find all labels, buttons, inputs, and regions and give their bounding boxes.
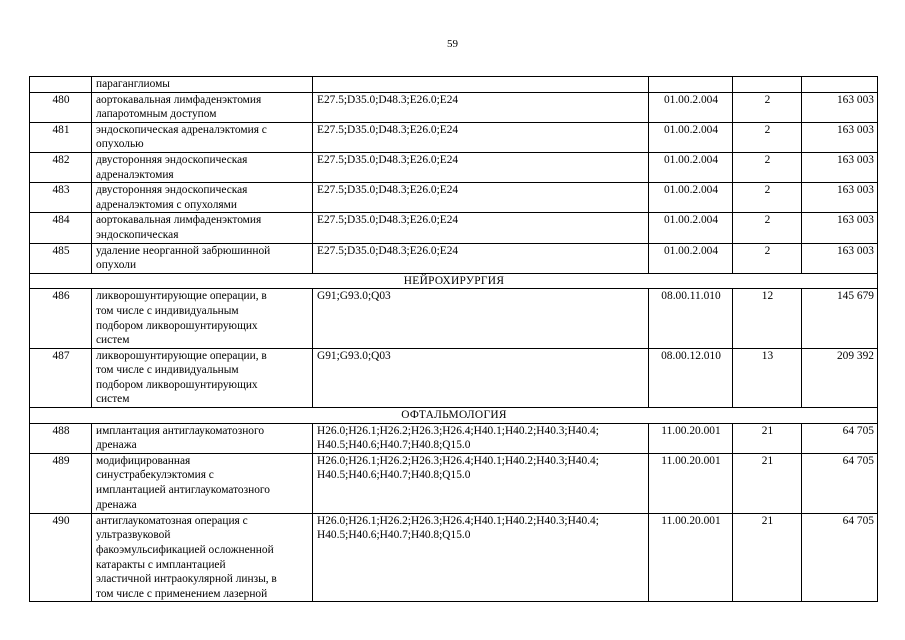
cost-value: 64 705 [802,423,878,453]
cost-value: 163 003 [802,92,878,122]
group-number [733,77,802,93]
diagnosis-codes [313,423,649,453]
diagnosis-codes [313,183,649,213]
method-code: 08.00.12.010 [649,348,733,407]
diagnosis-codes [313,152,649,182]
table-row [30,183,878,213]
row-number: 485 [30,243,92,273]
treatment-name-line: удаление неорганной забрюшинной [96,244,271,257]
group-number: 13 [733,348,802,407]
treatment-name-line: том числе с применением лазерной [96,587,268,600]
table-row [30,423,878,453]
treatment-name [92,348,313,407]
method-code [649,77,733,93]
diagnosis-codes [313,213,649,243]
treatment-name [92,289,313,348]
row-number: 489 [30,453,92,513]
treatment-name [92,183,313,213]
treatment-name-line: подбором ликворошунтирующих [96,319,258,332]
row-number: 484 [30,213,92,243]
method-code: 01.00.2.004 [649,152,733,182]
group-number: 12 [733,289,802,348]
treatment-name-line: имплантация антиглаукоматозного [96,424,265,437]
table-row [30,92,878,122]
row-number: 480 [30,92,92,122]
group-number: 2 [733,92,802,122]
method-code: 01.00.2.004 [649,243,733,273]
diagnosis-codes-line: E27.5;D35.0;D48.3;E26.0;E24 [317,123,459,136]
treatment-name-line: модифицированная [96,454,191,467]
table-row [30,348,878,407]
group-number: 2 [733,213,802,243]
diagnosis-codes [313,92,649,122]
row-number: 487 [30,348,92,407]
page-number: 59 [447,38,458,50]
row-number [30,77,92,93]
section-title: НЕЙРОХИРУРГИЯ [30,273,878,289]
table-row [30,289,878,348]
treatment-name [92,92,313,122]
treatment-name-line: аортокавальная лимфаденэктомия [96,214,262,227]
table-row [30,243,878,273]
treatment-name-line: имплантацией антиглаукоматозного [96,484,270,497]
treatment-name-line: дренажа [96,498,137,511]
treatment-name-line: дренажа [96,439,137,452]
diagnosis-codes-line: G91;G93.0;Q03 [317,349,391,362]
table-row [30,453,878,513]
treatment-name-line: систем [96,334,130,347]
treatment-name-line: том числе с индивидуальным [96,364,239,377]
method-code: 01.00.2.004 [649,183,733,213]
treatment-name-line: подбором ликворошунтирующих [96,378,258,391]
group-number: 2 [733,183,802,213]
method-code: 01.00.2.004 [649,213,733,243]
method-code: 11.00.20.001 [649,423,733,453]
method-code: 01.00.2.004 [649,122,733,152]
treatment-name-line: систем [96,393,130,406]
treatment-name-line: двусторонняя эндоскопическая [96,153,248,166]
treatment-name [92,243,313,273]
diagnosis-codes-line: E27.5;D35.0;D48.3;E26.0;E24 [317,153,459,166]
row-number: 488 [30,423,92,453]
diagnosis-codes-line: H40.5;H40.6;H40.7;H40.8;Q15.0 [317,529,471,542]
treatment-name-line: эндоскопическая адреналэктомия с [96,123,267,136]
treatment-name [92,513,313,602]
treatment-name [92,423,313,453]
diagnosis-codes [313,453,649,513]
treatment-name-line: факоэмульсификацией осложненной [96,544,274,557]
diagnosis-codes [313,289,649,348]
cost-value: 209 392 [802,348,878,407]
method-code: 11.00.20.001 [649,453,733,513]
treatment-name-line: ликворошунтирующие операции, в [96,349,267,362]
cost-value: 64 705 [802,513,878,602]
treatment-name [92,213,313,243]
row-number: 490 [30,513,92,602]
diagnosis-codes-line: G91;G93.0;Q03 [317,290,391,303]
treatment-name-line: эластичной интраокулярной линзы, в [96,573,277,586]
diagnosis-codes [313,348,649,407]
treatment-name [92,152,313,182]
row-number: 486 [30,289,92,348]
treatment-name [92,122,313,152]
diagnosis-codes-line: H40.5;H40.6;H40.7;H40.8;Q15.0 [317,439,471,452]
cost-value: 64 705 [802,453,878,513]
cost-value: 163 003 [802,183,878,213]
treatment-name-line: двусторонняя эндоскопическая [96,184,248,197]
section-row [30,408,878,424]
group-number: 21 [733,423,802,453]
treatment-name-line: адреналэктомия с опухолями [96,198,237,211]
table-row [30,513,878,602]
section-row [30,273,878,289]
row-number: 481 [30,122,92,152]
treatment-name-line: лапаротомным доступом [96,108,217,121]
section-title: ОФТАЛЬМОЛОГИЯ [30,408,878,424]
treatment-name-line: катаракты с имплантацией [96,558,226,571]
diagnosis-codes-line: E27.5;D35.0;D48.3;E26.0;E24 [317,93,459,106]
group-number: 21 [733,453,802,513]
treatment-name-line: антиглаукоматозная операция с [96,514,248,527]
cost-value [802,77,878,93]
treatment-name-line: эндоскопическая [96,228,179,241]
treatment-name-line: синустрабекулэктомия с [96,469,214,482]
diagnosis-codes-line: H26.0;H26.1;H26.2;H26.3;H26.4;H40.1;H40.2;H40.3;H40.4; [317,454,599,467]
treatment-name-line: параганглиомы [96,78,170,90]
treatment-name-line: аортокавальная лимфаденэктомия [96,93,262,106]
table-row [30,152,878,182]
method-code: 01.00.2.004 [649,92,733,122]
diagnosis-codes-line: H40.5;H40.6;H40.7;H40.8;Q15.0 [317,469,471,482]
diagnosis-codes [313,513,649,602]
diagnosis-codes [313,77,649,93]
diagnosis-codes [313,243,649,273]
group-number: 2 [733,243,802,273]
method-code: 11.00.20.001 [649,513,733,602]
diagnosis-codes [313,122,649,152]
diagnosis-codes-line: E27.5;D35.0;D48.3;E26.0;E24 [317,244,459,257]
row-number: 482 [30,152,92,182]
treatment-name-line: адреналэктомия [96,168,174,181]
table-body [30,77,878,602]
cost-value: 163 003 [802,213,878,243]
diagnosis-codes-line: E27.5;D35.0;D48.3;E26.0;E24 [317,214,459,227]
treatment-name-line: ультразвуковой [96,529,171,542]
treatment-name-line: опухолью [96,138,144,151]
treatment-name-line: ликворошунтирующие операции, в [96,290,267,303]
treatment-name-line: опухоли [96,259,137,272]
treatment-name-line: том числе с индивидуальным [96,304,239,317]
treatment-name [92,77,313,93]
group-number: 2 [733,122,802,152]
diagnosis-codes-line: E27.5;D35.0;D48.3;E26.0;E24 [317,184,459,197]
cost-value: 163 003 [802,152,878,182]
diagnosis-codes-line: H26.0;H26.1;H26.2;H26.3;H26.4;H40.1;H40.2;H40.3;H40.4; [317,424,599,437]
table-row [30,77,878,93]
tariff-table [29,76,878,602]
table-row [30,213,878,243]
method-code: 08.00.11.010 [649,289,733,348]
cost-value: 163 003 [802,122,878,152]
group-number: 21 [733,513,802,602]
group-number: 2 [733,152,802,182]
row-number: 483 [30,183,92,213]
cost-value: 145 679 [802,289,878,348]
treatment-name [92,453,313,513]
diagnosis-codes-line: H26.0;H26.1;H26.2;H26.3;H26.4;H40.1;H40.2;H40.3;H40.4; [317,514,599,527]
cost-value: 163 003 [802,243,878,273]
table-row [30,122,878,152]
